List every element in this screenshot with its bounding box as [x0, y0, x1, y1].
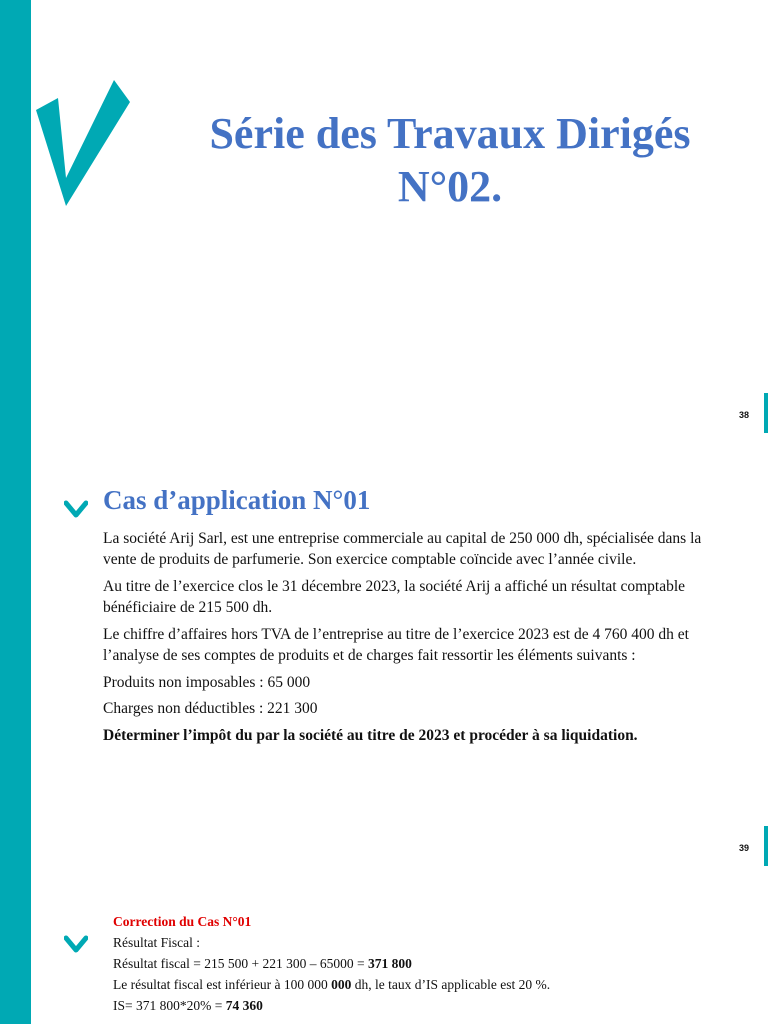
case-paragraph: Le chiffre d’affaires hors TVA de l’entreprise au titre de l’exercice 2023 est de 4 760 400 dh et l’analyse de ses comptes de produits et de charges fait ressortir les éléments suivants : — [103, 625, 689, 664]
correction-block — [113, 912, 713, 1017]
correction-line — [113, 996, 713, 1017]
is-value: 74 360 — [225, 997, 263, 1013]
correction-title: Correction du Cas N°01 — [113, 914, 252, 929]
correction-text: dh, le taux d’IS applicable est 20 %. — [351, 976, 551, 992]
case-paragraph: Produits non imposables : 65 000 — [103, 673, 311, 691]
checkmark-icon — [64, 499, 88, 519]
page-marker — [764, 393, 768, 433]
correction-text: Résultat fiscal = 215 500 + 221 300 – 65000 = — [113, 955, 368, 971]
checkmark-icon — [64, 934, 88, 954]
page-number: 39 — [738, 843, 749, 853]
slide-title-line1: Série des Travaux Dirigés — [209, 109, 691, 158]
correction-text: IS= 371 800*20% = — [113, 997, 226, 1013]
correction-text: Le résultat fiscal est inférieur à 100 000 — [113, 976, 332, 992]
correction-line — [113, 975, 713, 996]
page-number: 38 — [738, 410, 749, 420]
case-paragraph: Au titre de l’exercice clos le 31 décembre 2023, la société Arij a affiché un résultat comptable bénéficiaire de 215 500 dh. — [103, 577, 686, 616]
correction-line: Résultat Fiscal : — [113, 934, 200, 950]
left-accent-bar — [0, 0, 31, 1024]
page-marker — [764, 826, 768, 866]
case-task: Déterminer l’impôt du par la société au titre de 2023 et procéder à sa liquidation. — [103, 727, 638, 745]
checkmark-icon — [36, 80, 132, 210]
correction-line — [113, 954, 713, 975]
correction-text-bold: 000 — [331, 976, 352, 992]
case-paragraph: Charges non déductibles : 221 300 — [103, 700, 318, 718]
case-body — [103, 529, 733, 747]
case-paragraph: La société Arij Sarl, est une entreprise commerciale au capital de 250 000 dh, spécialisée dans la vente de produits de parfumerie. Son exercice comptable coïncide avec l’année civile. — [103, 530, 702, 568]
slide-title — [150, 108, 750, 214]
fiscal-result-value: 371 800 — [367, 955, 412, 971]
case-heading: Cas d’application N°01 — [103, 485, 371, 515]
slide-title-line2: N°02. — [397, 161, 503, 211]
